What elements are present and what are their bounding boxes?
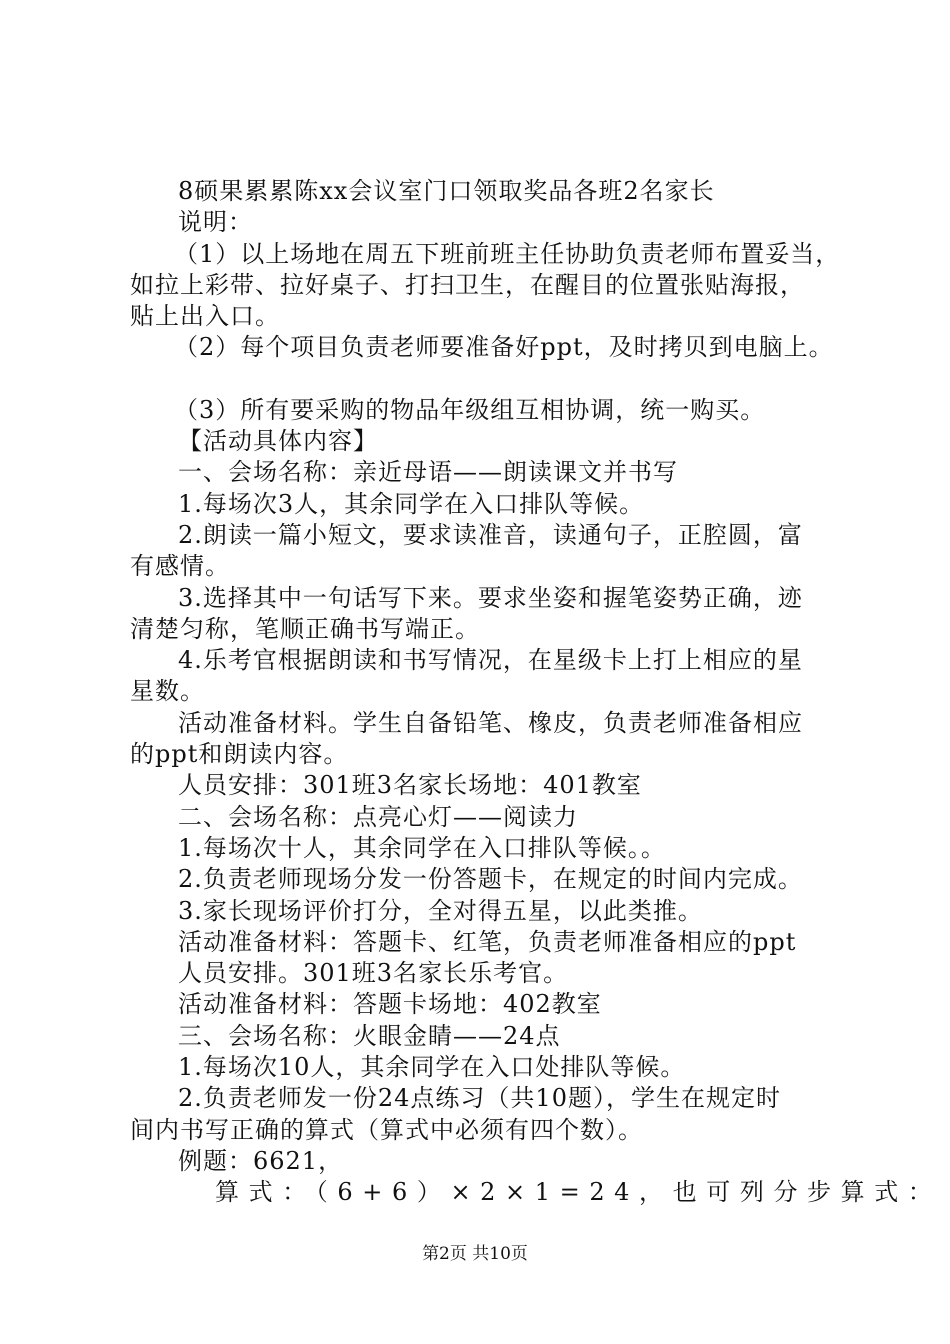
text-line: 2.负责老师发一份24点练习（共10题），学生在规定时 <box>178 1084 781 1113</box>
page-footer: 第2页 共10页 <box>422 1244 528 1264</box>
blank-line <box>130 364 845 395</box>
text-line: 人员安排。301班3名家长乐考官。 <box>178 959 569 988</box>
section-title: 三、会场名称：火眼金睛——24点 <box>178 1021 561 1050</box>
text-line: 间内书写正确的算式（算式中必须有四个数）。 <box>130 1115 643 1144</box>
text-line: （3）所有要采购的物品年级组互相协调，统一购买。 <box>174 395 766 424</box>
text-line: 例题：6621， <box>178 1146 344 1175</box>
text-line: 如拉上彩带、拉好桌子、打扫卫生，在醒目的位置张贴海报， <box>130 270 805 299</box>
text-line: 活动准备材料：答题卡、红笔，负责老师准备相应的ppt <box>178 927 797 956</box>
text-line: 2.负责老师现场分发一份答题卡，在规定的时间内完成。 <box>178 865 803 894</box>
section-title: 一、会场名称：亲近母语——朗读课文并书写 <box>178 458 678 487</box>
section-title: 二、会场名称：点亮心灯——阅读力 <box>178 802 578 831</box>
text-line: 有感情。 <box>130 552 230 581</box>
text-line: 活动准备材料。学生自备铅笔、橡皮，负责老师准备相应 <box>178 708 803 737</box>
text-line: 2.朗读一篇小短文，要求读准音，读通句子，正腔圆，富 <box>178 520 803 549</box>
text-line: 1.每场次十人，其余同学在入口排队等候。。 <box>178 833 666 862</box>
text-line: 算式：（6+6）×2×1=24，也可列分步算式： <box>215 1178 942 1207</box>
text-line: 1.每场次3人，其余同学在入口排队等候。 <box>178 489 645 518</box>
text-line: （2）每个项目负责老师要准备好ppt，及时拷贝到电脑上。 <box>174 333 834 362</box>
text-line: 活动准备材料：答题卡场地：402教室 <box>178 990 602 1019</box>
text-line: 星数。 <box>130 677 205 706</box>
text-line: （1）以上场地在周五下班前班主任协助负责老师布置妥当， <box>174 239 841 268</box>
text-line: 人员安排：301班3名家长场地：401教室 <box>178 771 642 800</box>
text-line: 的ppt和朗读内容。 <box>130 740 349 769</box>
text-line: 说明： <box>178 208 253 237</box>
text-line: 8硕果累累陈xx会议室门口领取奖品各班2名家长 <box>178 177 715 205</box>
section-heading: 【活动具体内容】 <box>178 427 378 456</box>
document-body <box>130 176 942 1209</box>
text-line: 3.家长现场评价打分，全对得五星，以此类推。 <box>178 896 703 925</box>
text-line: 1.每场次10人，其余同学在入口处排队等候。 <box>178 1053 686 1082</box>
text-line: 3.选择其中一句话写下来。要求坐姿和握笔姿势正确，迹 <box>178 583 803 612</box>
text-line: 贴上出入口。 <box>130 302 280 331</box>
text-line: 4.乐考官根据朗读和书写情况，在星级卡上打上相应的星 <box>178 646 803 675</box>
text-line: 清楚匀称，笔顺正确书写端正。 <box>130 614 480 643</box>
